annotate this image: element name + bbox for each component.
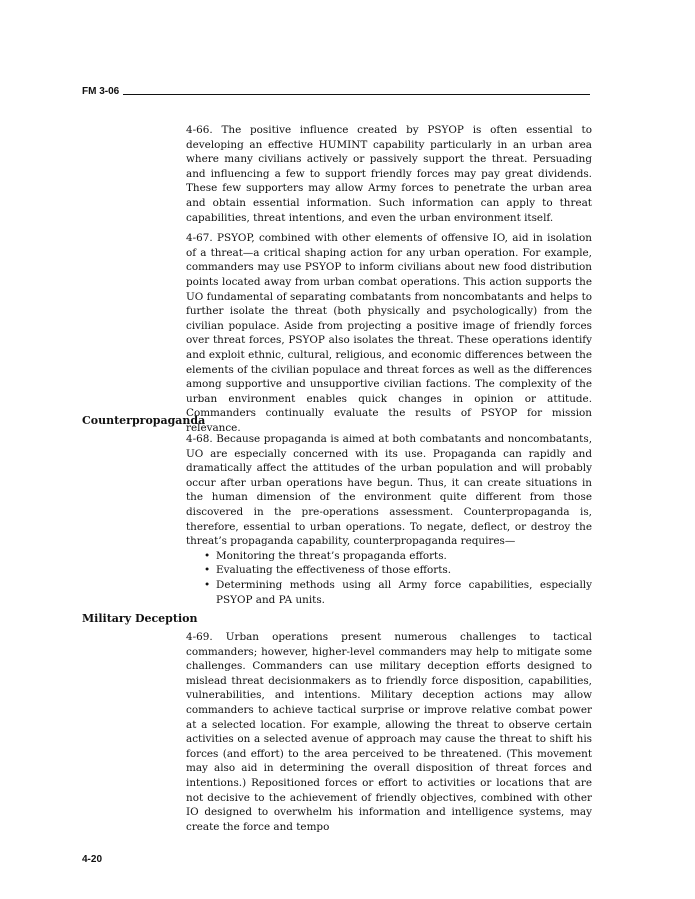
list-item: • Determining methods using all Army force capabilities, especially PSYOP and PA units. (186, 578, 592, 607)
heading-counterpropaganda: Counterpropaganda (82, 414, 206, 427)
section-counterpropaganda (186, 432, 592, 607)
document-id: FM 3-06 (82, 86, 120, 97)
section-psyop (186, 123, 592, 435)
paragraph-4-68: 4-68. Because propaganda is aimed at both combatants and noncombatants, UO are especially concerned with its use. Propaganda can rapidly and dramatically affect the attitudes of the urban population and will probably occur after urban operations have begun. Thus, it can create situations in the human dimension of the environment quite different from those discovered in the pre-operations assessment. Counterpropaganda is, therefore, essential to urban operations. To negate, deflect, or destroy the threat’s propaganda capability, counterpropaganda requires— (186, 433, 592, 548)
running-header (82, 83, 590, 97)
list-item: • Monitoring the threat’s propaganda efforts. (186, 549, 592, 564)
page-number: 4-20 (82, 854, 103, 865)
paragraph-4-69: 4-69. Urban operations present numerous challenges to tactical commanders; however, higher-level commanders may help to mitigate some challenges. Commanders can use military deception efforts designed to mislead threat decisionmakers as to friendly force disposition, capabilities, vulnerabilities, and intentions. Military deception actions may allow commanders to achieve tactical surprise or improve relative combat power at a selected location. For example, allowing the threat to observe certain activities on a selected avenue of approach may cause the threat to shift his forces (and effort) to the area perceived to be threatened. (This movement may also aid in determining the overall disposition of threat forces and intentions.) Repositioned forces or effort to activities or locations that are not decisive to the achievement of friendly objectives, combined with other IO designed to overwhelm his information and intelligence systems, may create the force and tempo (186, 631, 592, 833)
paragraph-4-67: 4-67. PSYOP, combined with other elements of offensive IO, aid in isolation of a threat—a critical shaping action for any urban operation. For example, commanders may use PSYOP to inform civilians about new food distribution points located away from urban combat operations. This action supports the UO fundamental of separating combatants from noncombatants and helps to further isolate the threat (both physically and psychologically) from the civilian populace. Aside from projecting a positive image of friendly forces over threat forces, PSYOP also isolates the threat. These operations identify and exploit ethnic, cultural, religious, and economic differences between the elements of the civilian populace and threat forces as well as the differences among supportive and unsupportive civilian factions. The complexity of the urban environment enables quick changes in opinion or attitude. Commanders continually evaluate the results of PSYOP for mission relevance. (186, 232, 592, 434)
counterpropaganda-requirements-list (186, 549, 592, 607)
section-military-deception (186, 630, 592, 834)
heading-military-deception: Military Deception (82, 612, 198, 625)
paragraph-4-66: 4-66. The positive influence created by PSYOP is often essential to developing an effective HUMINT capability particularly in an urban area where many civilians actively or passively support the threat. Persuading and influencing a few to support friendly forces may pay great dividends. These few supporters may allow Army forces to penetrate the urban area and obtain essential information. Such information can apply to threat capabilities, threat intentions, and even the urban environment itself. (186, 124, 592, 224)
list-item: • Evaluating the effectiveness of those efforts. (186, 563, 592, 578)
header-rule (123, 94, 590, 95)
